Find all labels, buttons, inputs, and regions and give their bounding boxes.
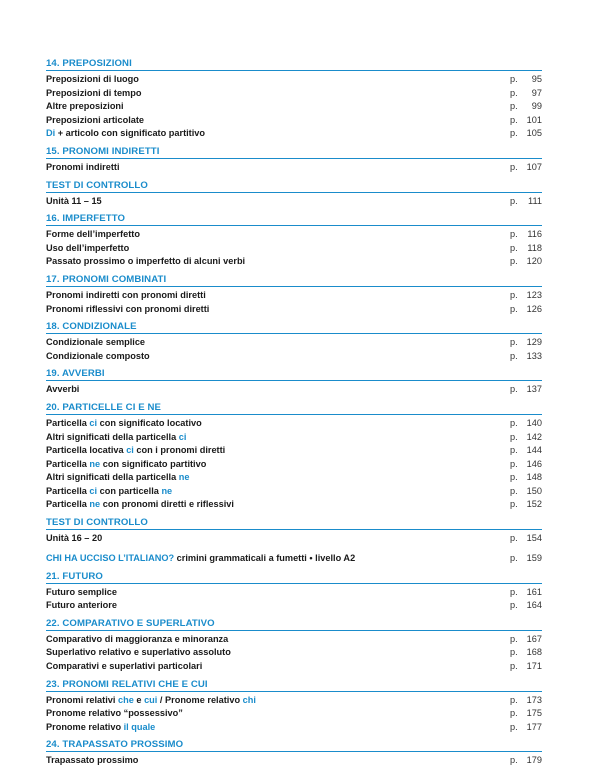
toc-section bbox=[46, 739, 542, 768]
toc-entry[interactable] bbox=[46, 336, 542, 350]
entry-text bbox=[46, 336, 145, 350]
entry-highlight: ne bbox=[161, 485, 173, 496]
page-number: 101 bbox=[526, 114, 542, 125]
page-prefix: p. bbox=[510, 417, 518, 428]
toc-entry[interactable] bbox=[46, 161, 542, 175]
page-number: 137 bbox=[526, 384, 542, 395]
entry-highlight: ci bbox=[178, 431, 187, 442]
page-prefix: p. bbox=[510, 242, 518, 253]
entry-text bbox=[46, 289, 206, 303]
page-number: 161 bbox=[526, 586, 542, 597]
entry-text-part: Trapassato prossimo bbox=[46, 755, 139, 766]
section-title: TEST DI CONTROLLO bbox=[46, 180, 542, 193]
toc-entry[interactable] bbox=[46, 350, 542, 364]
entry-text-part: Comparativo di maggioranza e minoranza bbox=[46, 633, 229, 644]
page-number: 177 bbox=[526, 721, 542, 732]
toc-entry[interactable] bbox=[46, 73, 542, 87]
page-number: 168 bbox=[526, 647, 542, 658]
entry-highlight: ne bbox=[178, 472, 190, 483]
toc-entry[interactable] bbox=[46, 458, 542, 472]
page-number: 179 bbox=[526, 755, 542, 766]
page-number: 142 bbox=[526, 431, 542, 442]
page-prefix: p. bbox=[510, 337, 518, 348]
toc-entry[interactable] bbox=[46, 444, 542, 458]
entry-text bbox=[46, 458, 206, 472]
toc-entry[interactable] bbox=[46, 87, 542, 101]
page-number: 95 bbox=[531, 74, 542, 84]
table-of-contents bbox=[46, 58, 542, 773]
entry-text bbox=[46, 87, 141, 101]
page-number: 140 bbox=[526, 417, 542, 428]
entry-text bbox=[46, 551, 355, 565]
page-number: 133 bbox=[526, 350, 542, 361]
entry-text bbox=[46, 255, 245, 269]
page-prefix: p. bbox=[510, 303, 518, 314]
entry-text bbox=[46, 350, 150, 364]
page-number: 146 bbox=[526, 458, 542, 469]
entry-highlight: ci bbox=[89, 485, 98, 496]
page-number: 159 bbox=[526, 552, 542, 563]
page-number: 152 bbox=[526, 499, 542, 510]
entry-text bbox=[46, 694, 256, 708]
entry-text bbox=[46, 73, 139, 87]
entry-highlight: chi bbox=[242, 694, 256, 705]
entry-text-part: Preposizioni di luogo bbox=[46, 74, 139, 84]
page-number: 173 bbox=[526, 694, 542, 705]
section-title: 24. TRAPASSATO PROSSIMO bbox=[46, 739, 542, 752]
section-title: 23. PRONOMI RELATIVI CHE E CUI bbox=[46, 679, 542, 692]
entry-text bbox=[46, 228, 140, 242]
entry-text bbox=[46, 471, 189, 485]
toc-entry[interactable] bbox=[46, 721, 542, 735]
entry-text bbox=[46, 707, 183, 721]
toc-section bbox=[46, 517, 542, 546]
page-number: 175 bbox=[526, 708, 542, 719]
entry-text-part: Pronomi indiretti bbox=[46, 161, 120, 172]
section-title: 15. PRONOMI INDIRETTI bbox=[46, 146, 542, 159]
toc-entry[interactable] bbox=[46, 633, 542, 647]
page-prefix: p. bbox=[510, 600, 518, 611]
entry-text bbox=[46, 754, 138, 768]
entry-highlight: che bbox=[118, 694, 134, 705]
section-title: 19. AVVERBI bbox=[46, 368, 542, 381]
page-prefix: p. bbox=[510, 87, 518, 98]
toc-section bbox=[46, 274, 542, 316]
entry-text bbox=[46, 646, 231, 660]
entry-text bbox=[46, 498, 234, 512]
entry-text bbox=[46, 431, 186, 445]
entry-text-part: Pronomi relativi bbox=[46, 694, 118, 705]
section-title: 14. PREPOSIZIONI bbox=[46, 58, 542, 71]
entry-text-part: Uso dell’imperfetto bbox=[46, 242, 130, 253]
entry-text-part: Altri significati della particella bbox=[46, 431, 179, 442]
toc-section bbox=[46, 321, 542, 363]
page-prefix: p. bbox=[510, 195, 518, 206]
entry-text-part: con pronomi diretti e riflessivi bbox=[100, 499, 234, 510]
section-title: TEST DI CONTROLLO bbox=[46, 517, 542, 530]
toc-entry[interactable] bbox=[46, 100, 542, 114]
page-prefix: p. bbox=[510, 74, 518, 84]
entry-highlight: ne bbox=[89, 458, 101, 469]
toc-section bbox=[46, 180, 542, 209]
entry-text-part: Condizionale semplice bbox=[46, 337, 146, 348]
page-prefix: p. bbox=[510, 708, 518, 719]
entry-text-part: Superlativo relativo e superlativo assoluto bbox=[46, 647, 231, 658]
entry-text-part: Particella bbox=[46, 417, 90, 428]
page-number: 111 bbox=[528, 195, 542, 206]
page-prefix: p. bbox=[510, 101, 518, 112]
page-prefix: p. bbox=[510, 161, 518, 172]
entry-text bbox=[46, 242, 129, 256]
page-number: 171 bbox=[526, 661, 542, 672]
page-prefix: p. bbox=[510, 499, 518, 510]
entry-text bbox=[46, 633, 228, 647]
toc-section bbox=[46, 618, 542, 674]
toc-entry[interactable] bbox=[46, 471, 542, 485]
page-prefix: p. bbox=[510, 485, 518, 496]
toc-entry-special[interactable] bbox=[46, 551, 542, 565]
entry-highlight: cui bbox=[144, 694, 158, 705]
toc-entry[interactable] bbox=[46, 599, 542, 613]
page-number: 144 bbox=[526, 445, 542, 456]
entry-text-part: / Pronome relativo bbox=[157, 694, 243, 705]
entry-text-part: Condizionale composto bbox=[46, 350, 150, 361]
toc-entry[interactable] bbox=[46, 586, 542, 600]
entry-text-part: Futuro anteriore bbox=[46, 600, 117, 611]
entry-text-part: con particella bbox=[97, 485, 162, 496]
entry-text-part: Unità 11 – 15 bbox=[46, 195, 102, 206]
entry-text bbox=[46, 383, 79, 397]
toc-entry[interactable] bbox=[46, 532, 542, 546]
page-prefix: p. bbox=[510, 384, 518, 395]
page-prefix: p. bbox=[510, 458, 518, 469]
page-number: 154 bbox=[526, 533, 542, 544]
toc-entry[interactable] bbox=[46, 127, 542, 141]
entry-text-part: Pronomi riflessivi con pronomi diretti bbox=[46, 303, 210, 314]
section-title: 16. IMPERFETTO bbox=[46, 213, 542, 226]
page-prefix: p. bbox=[510, 229, 518, 240]
entry-text bbox=[46, 599, 117, 613]
section-title: 20. PARTICELLE CI E NE bbox=[46, 402, 542, 415]
entry-text bbox=[46, 100, 124, 114]
page-prefix: p. bbox=[510, 721, 518, 732]
toc-section bbox=[46, 368, 542, 397]
entry-text-part: Forme dell’imperfetto bbox=[46, 229, 140, 240]
page-prefix: p. bbox=[510, 472, 518, 483]
entry-text-part: con i pronomi diretti bbox=[133, 445, 226, 456]
entry-highlight: ci bbox=[126, 445, 134, 456]
entry-text-part: Pronomi indiretti con pronomi diretti bbox=[46, 289, 206, 300]
entry-text-part: Altri significati della particella bbox=[46, 472, 179, 483]
page-prefix: p. bbox=[510, 445, 518, 456]
entry-text-part: Comparativi e superlativi particolari bbox=[46, 661, 203, 672]
entry-text bbox=[46, 303, 209, 317]
entry-highlight: Di bbox=[46, 128, 56, 139]
page-prefix: p. bbox=[510, 350, 518, 361]
toc-entry[interactable] bbox=[46, 754, 542, 768]
page-number: 123 bbox=[526, 289, 542, 300]
entry-text-part: Unità 16 – 20 bbox=[46, 533, 103, 544]
page-prefix: p. bbox=[510, 289, 518, 300]
toc-section bbox=[46, 571, 542, 613]
section-title: 21. FUTURO bbox=[46, 571, 542, 584]
toc-entry[interactable] bbox=[46, 431, 542, 445]
page-prefix: p. bbox=[510, 633, 518, 644]
entry-text-part: Altre preposizioni bbox=[46, 101, 124, 112]
entry-text bbox=[46, 485, 172, 499]
page-number: 167 bbox=[526, 633, 542, 644]
page-number: 99 bbox=[531, 101, 542, 112]
page-number: 148 bbox=[526, 472, 542, 483]
page-number: 116 bbox=[527, 229, 542, 240]
page-prefix: p. bbox=[510, 533, 518, 544]
toc-section bbox=[46, 679, 542, 735]
page-number: 97 bbox=[531, 87, 542, 98]
entry-highlight: ci bbox=[89, 417, 98, 428]
page-prefix: p. bbox=[510, 586, 518, 597]
entry-text-part: Futuro semplice bbox=[46, 586, 117, 597]
entry-text bbox=[46, 586, 117, 600]
entry-text-part: e bbox=[133, 694, 145, 705]
entry-text bbox=[46, 532, 102, 546]
entry-text-part: Particella bbox=[46, 485, 90, 496]
page-number: 120 bbox=[526, 256, 542, 267]
page-prefix: p. bbox=[510, 661, 518, 672]
toc-section bbox=[46, 402, 542, 512]
entry-text-part: con significato partitivo bbox=[100, 458, 207, 469]
toc-entry[interactable] bbox=[46, 228, 542, 242]
page-prefix: p. bbox=[510, 114, 518, 125]
page-number: 118 bbox=[527, 242, 542, 253]
section-title: 22. COMPARATIVO E SUPERLATIVO bbox=[46, 618, 542, 631]
toc-entry[interactable] bbox=[46, 694, 542, 708]
entry-text-part: Passato prossimo o imperfetto di alcuni verbi bbox=[46, 256, 246, 267]
entry-text bbox=[46, 417, 202, 431]
entry-text-part: Preposizioni di tempo bbox=[46, 87, 142, 98]
page-number: 150 bbox=[526, 485, 542, 496]
toc-entry[interactable] bbox=[46, 383, 542, 397]
entry-highlight: ne bbox=[89, 499, 101, 510]
entry-text bbox=[46, 721, 155, 735]
page-number: 126 bbox=[526, 303, 542, 314]
entry-text bbox=[46, 127, 205, 141]
toc-entry[interactable] bbox=[46, 660, 542, 674]
entry-highlight: CHI HA UCCISO L’ITALIANO? bbox=[46, 552, 175, 563]
entry-text-part: Pronome relativo bbox=[46, 721, 124, 732]
toc-entry[interactable] bbox=[46, 242, 542, 256]
toc-entry[interactable] bbox=[46, 303, 542, 317]
entry-text-part: Particella locativa bbox=[46, 445, 127, 456]
section-title: 18. CONDIZIONALE bbox=[46, 321, 542, 334]
toc-entry[interactable] bbox=[46, 255, 542, 269]
toc-section bbox=[46, 213, 542, 269]
page-prefix: p. bbox=[510, 256, 518, 267]
toc-entry[interactable] bbox=[46, 289, 542, 303]
page-prefix: p. bbox=[510, 128, 518, 139]
entry-text-part: crimini grammaticali a fumetti • livello A2 bbox=[174, 552, 356, 563]
section-title: 17. PRONOMI COMBINATI bbox=[46, 274, 542, 287]
page-prefix: p. bbox=[510, 647, 518, 658]
toc-entry[interactable] bbox=[46, 195, 542, 209]
toc-section bbox=[46, 58, 542, 141]
toc-entry[interactable] bbox=[46, 114, 542, 128]
page-number: 164 bbox=[526, 600, 542, 611]
entry-text bbox=[46, 660, 202, 674]
page-number: 129 bbox=[526, 337, 542, 348]
page-number: 105 bbox=[526, 128, 542, 139]
page-number: 107 bbox=[526, 161, 542, 172]
page-prefix: p. bbox=[510, 694, 518, 705]
entry-text bbox=[46, 444, 225, 458]
entry-text-part: + articolo con significato partitivo bbox=[55, 128, 206, 139]
entry-text bbox=[46, 161, 120, 175]
toc-entry[interactable] bbox=[46, 417, 542, 431]
entry-text-part: Preposizioni articolate bbox=[46, 114, 145, 125]
page-prefix: p. bbox=[510, 431, 518, 442]
entry-text bbox=[46, 195, 102, 209]
entry-highlight: il quale bbox=[123, 721, 156, 732]
toc-entry[interactable] bbox=[46, 485, 542, 499]
entry-text-part: Particella bbox=[46, 499, 90, 510]
toc-entry[interactable] bbox=[46, 707, 542, 721]
page-prefix: p. bbox=[510, 755, 518, 766]
entry-text-part: con significato locativo bbox=[97, 417, 202, 428]
entry-text-part: Avverbi bbox=[46, 384, 80, 395]
entry-text-part: Pronome relativo “possessivo” bbox=[46, 708, 183, 719]
toc-section bbox=[46, 146, 542, 175]
toc-entry[interactable] bbox=[46, 498, 542, 512]
entry-text bbox=[46, 114, 144, 128]
entry-text-part: Particella bbox=[46, 458, 90, 469]
page-prefix: p. bbox=[510, 552, 518, 563]
toc-entry[interactable] bbox=[46, 646, 542, 660]
